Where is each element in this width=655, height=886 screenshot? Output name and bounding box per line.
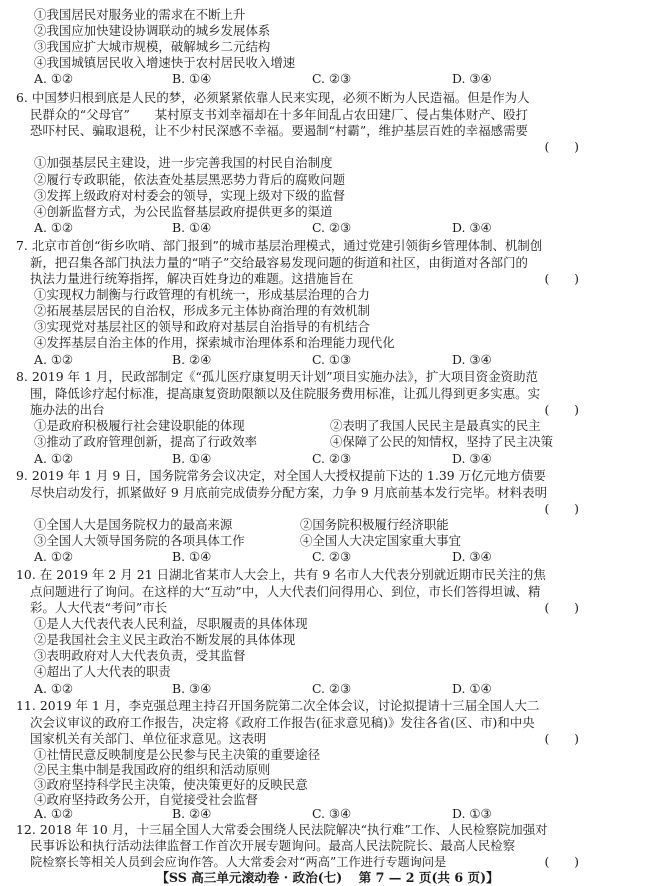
question-6-text: 恐吓村民、骗取退税，让不少村民深感不幸福。要遏制“村霸”，维护基层百姓的幸福感需要 <box>30 123 528 138</box>
question-8-text: 施办法的出台 <box>30 402 105 417</box>
option-c: C. ②③ <box>312 220 352 235</box>
question-6-text: 6. 中国梦归根到底是人民的梦，必须紧紧依靠人民来实现，必须不断为人民造福。但是作为人 <box>16 90 530 105</box>
option-d: D. ①③ <box>452 806 492 821</box>
page-footer <box>0 870 655 886</box>
statement-line: ①社情民意反映制度是公民参与民主决策的重要途径 <box>34 747 321 762</box>
statement-line: ①是人大代表代表人民利益，尽职履责的具体体现 <box>34 616 308 631</box>
statement-line: ①我国居民对服务业的需求在不断上升 <box>34 7 246 22</box>
option-c: C. ②③ <box>312 451 352 466</box>
option-d: D. ③④ <box>452 451 492 466</box>
option-b: B. ①④ <box>172 451 212 466</box>
option-d: D. ③④ <box>452 220 492 235</box>
question-12-text: 民事诉讼和执行活动法律监督工作首次开展专题询问。最高人民法院院长、最高人民检察 <box>30 838 516 853</box>
statement-line: ②是我国社会主义民主政治不断发展的具体体现 <box>34 632 296 647</box>
option-d: D. ③④ <box>452 352 492 367</box>
statement-2: ②国务院积极履行经济职能 <box>300 517 449 532</box>
option-b: B. ①④ <box>172 549 212 564</box>
statement-line: ④超出了人大代表的职责 <box>34 664 171 679</box>
statement-line: ①实现权力制衡与行政管理的有机统一，形成基层治理的合力 <box>34 287 370 302</box>
statement-1: ①是政府积极履行社会建设职能的体现 <box>34 418 245 433</box>
statement-line: ③我国应扩大城市规模，破解城乡二元结构 <box>34 39 271 54</box>
statement-3: ③推动了政府管理创新，提高了行政效率 <box>34 434 258 449</box>
question-12-text: 院检察长等相关人员到会应询作答。人大常委会对“两高”工作进行专题询问是 <box>30 855 447 869</box>
statement-4: ④保障了公民的知情权，坚持了民主决策 <box>330 434 554 449</box>
statement-line: ④发挥基层自治主体的作用，探索城市治理体系和治理能力现代化 <box>34 335 395 350</box>
statement-line: ③实现党对基层社区的领导和政府对基层自治指导的有机结合 <box>34 319 370 334</box>
option-d: D. ③④ <box>452 549 492 564</box>
option-a: A. ①② <box>34 451 74 466</box>
statement-1: ①全国人大是国务院权力的最高来源 <box>34 517 233 532</box>
answer-parentheses: ( ) <box>544 501 579 516</box>
option-b: B. ②④ <box>172 352 212 367</box>
question-11-text: 次会议审议的政府工作报告，决定将《政府工作报告(征求意见稿)》发往各省(区、市)和中央 <box>30 715 535 730</box>
statement-3: ③全国人大领导国务院的各项具体工作 <box>34 533 245 548</box>
question-9-text: 尽快启动发行，抓紧做好 9 月底前完成债券分配方案，力争 9 月底前基本发行完毕。材料表明 <box>30 485 548 500</box>
statement-2: ②表明了我国人民民主是最真实的民主 <box>330 418 541 433</box>
question-6-text: 民群众的“父母官” 某村原支书刘幸福却在十多年间乱占农田建厂、侵占集体财产、殴打 <box>30 107 528 122</box>
statement-line: ④创新监督方式，为公民监督基层政府提供更多的渠道 <box>34 204 333 219</box>
question-9-text: 9. 2019 年 1 月 9 日，国务院常务会议决定，对全国人大授权提前下达的 1.39 万亿元地方债要 <box>16 468 546 483</box>
statement-line: ④我国城镇居民收入增速快于农村居民收入增速 <box>34 55 296 70</box>
statement-line: ②履行专政职能，依法查处基层黑恶势力背后的腐败问题 <box>34 172 346 187</box>
option-b: B. ①④ <box>172 220 212 235</box>
question-10-text: 点问题进行了询问。在这样的大“互动”中，人大代表们问得用心、到位，市长们答得坦诚、精 <box>30 584 541 599</box>
answer-parentheses: ( ) <box>544 731 579 746</box>
question-7-text: 执法力量进行统筹指挥，解决百姓身边的难题。这措施旨在 <box>30 271 354 286</box>
question-10-text: 彩。人大代表“考问”市长 <box>30 600 168 615</box>
statement-line: ④政府坚持政务公开，自觉接受社会监督 <box>34 792 258 807</box>
option-b: B. ①④ <box>172 71 212 86</box>
option-b: B. ③④ <box>172 681 212 696</box>
question-7-text: 新，把召集各部门执法力量的“哨子”交给最容易发现问题的街道和社区，由街道对各部门的 <box>30 255 528 270</box>
option-c: C. ②③ <box>312 681 352 696</box>
answer-parentheses: ( ) <box>544 139 579 154</box>
question-8-text: 围，降低诊疗起付标准，提高康复资助限额以及住院服务费用标准，让孤儿得到更多实惠。实 <box>30 386 541 401</box>
question-8-text: 8. 2019 年 1 月，民政部制定《“孤儿医疗康复明天计划”项目实施办法》，扩大项目资金资助范 <box>16 369 538 384</box>
option-a: A. ①② <box>34 352 74 367</box>
option-c: C. ①③ <box>312 352 352 367</box>
answer-parentheses: ( ) <box>544 402 579 417</box>
question-11-text: 国家机关有关部门、单位征求意见。这表明 <box>30 731 267 746</box>
question-10-text: 10. 在 2019 年 2 月 21 日湖北省某市人大会上，共有 9 名市人大代表分别就近期市民关注的焦 <box>16 567 546 582</box>
statement-line: ②拓展基层居民的自治权，形成多元主体协商治理的有效机制 <box>34 303 370 318</box>
option-d: D. ①④ <box>452 681 492 696</box>
option-a: A. ①② <box>34 71 74 86</box>
statement-4: ④全国人大决定国家重大事宜 <box>300 533 462 548</box>
page-number: 第 7 — 2 页(共 6 页)】 <box>358 870 499 885</box>
exam-title: 【SS 高三单元滚动卷 · 政治(七) <box>156 870 343 885</box>
option-a: A. ①② <box>34 681 74 696</box>
statement-line: ①加强基层民主建设，进一步完善我国的村民自治制度 <box>34 155 333 170</box>
answer-parentheses: ( ) <box>544 271 579 286</box>
question-11-text: 11. 2019 年 1 月，李克强总理主持召开国务院第二次全体会议，讨论拟提请十三届全国人大二 <box>16 698 540 713</box>
question-12-text: 12. 2018 年 10 月，十三届全国人大常委会围绕人民法院解决“执行难”工作、人民检察院加强对 <box>16 822 548 837</box>
statement-line: ③政府坚持科学民主决策，使决策更好的反映民意 <box>34 777 308 792</box>
question-7-text: 7. 北京市首创“街乡吹哨、部门报到”的城市基层治理模式，通过党建引领街乡管理体制、机制创 <box>16 238 543 253</box>
statement-line: ③发挥上级政府对村委会的领导，实现上级对下级的监督 <box>34 188 346 203</box>
statement-line: ②民主集中制是我国政府的组织和活动原则 <box>34 762 271 777</box>
option-b: B. ②④ <box>172 806 212 821</box>
option-c: C. ③④ <box>312 806 352 821</box>
option-a: A. ①② <box>34 806 74 821</box>
option-c: C. ②③ <box>312 549 352 564</box>
option-d: D. ③④ <box>452 71 492 86</box>
statement-line: ②我国应加快建设协调联动的城乡发展体系 <box>34 23 271 38</box>
answer-parentheses: ( ) <box>544 600 579 615</box>
option-c: C. ②③ <box>312 71 352 86</box>
statement-line: ③表明政府对人大代表负责，受其监督 <box>34 648 246 663</box>
option-a: A. ①② <box>34 549 74 564</box>
answer-parentheses: ( ) <box>544 854 579 869</box>
option-a: A. ①② <box>34 220 74 235</box>
